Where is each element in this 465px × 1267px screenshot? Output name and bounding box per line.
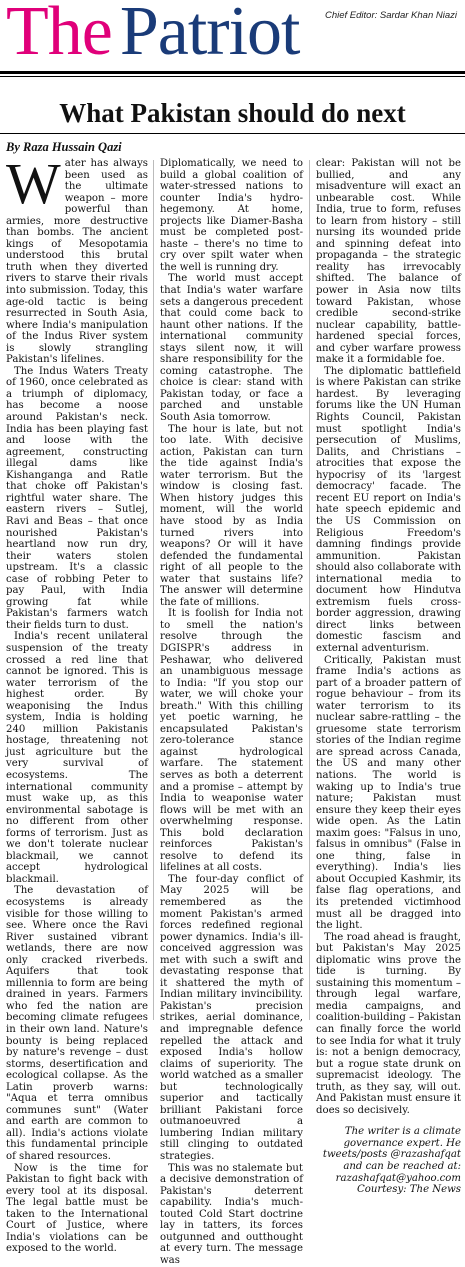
paragraph: It is foolish for India not to smell the nation's resolve through the DGISPR's address in Peshawar, who delivered an unambiguous message to India: "If you stop our water, we will choke your breath." With this chilling yet poetic warning, he encapsulated Pakistan's zero-tolerance stance against hydrological warfare. The statement serves as both a deterrent and a promise – attempt by India to weaponise water flows will be met with an overwhelming response. This bold declaration reinforces Pakistan's resolve to defend its lifelines at all costs.	[160, 608, 303, 874]
headline-rule	[0, 133, 465, 134]
paragraph: The road ahead is fraught, but Pakistan's May 2025 diplomatic wins prove the tide is turning. By sustaining this momentum – through legal warfare, media campaigns, and coalition-building – Pakistan can finally force the world to see India for what it truly is: not a benign democracy, but a rogue state drunk on supremacist ideology. The truth, as they say, will out. And Pakistan must ensure it does so decisively.	[316, 931, 461, 1116]
paragraph: The Indus Waters Treaty of 1960, once celebrated as a triumph of diplomacy, has become a noose around Pakistan's neck. India has been playing fast and loose with the agreement, constructing illegal dams like Kishanganga and Ratle that choke off Pakistan's rightful water share. The eastern rivers – Sutlej, Ravi and Beas – that once nourished Pakistan's heartland now run dry, their waters stolen upstream. It's a classic case of robbing Peter to pay Paul, with India growing fat while Pakistan's farmers watch their fields turn to dust.	[6, 365, 149, 631]
article-column-3	[316, 158, 461, 1196]
paragraph: The four-day conflict of May 2025 will be remembered as the moment Pakistan's armed forces redefined regional power dynamics. India's ill-conceived aggression was met with such a swift and devastating response that it shattered the myth of Indian military invincibility. Pakistan's precision strikes, aerial dominance, and impregnable defence repelled the attack and exposed India's hollow claims of superiority. The world watched as a smaller but technologically superior and tactically brilliant Pakistani force outmanoeuvred a lumbering Indian military still clinging to outdated strategies.	[160, 873, 303, 1163]
logo-patriot: Patriot	[119, 0, 300, 70]
paragraph: Diplomatically, we need to build a global coalition of water-stressed nations to counter India's hydro-hegemony. At home, projects like Diamer-Basha must be completed post-haste – there's no time to cry over spilt water when the well is running dry.	[160, 158, 303, 273]
newspaper-logo	[6, 0, 299, 70]
paragraph: clear: Pakistan will not be bullied, and any misadventure will exact an unbearable cost. While India, true to form, refuses to learn from history – still nursing its wounded pride and spinning defeat into propaganda – the strategic reality has irrevocably shifted. The balance of power in Asia now tilts toward Pakistan, whose credible second-strike nuclear capability, battle-hardened special forces, and cyber warfare prowess make it a formidable foe.	[316, 158, 461, 366]
article-headline: What Pakistan should do next	[59, 98, 406, 128]
paragraph: The diplomatic battlefield is where Pakistan can strike hardest. By leveraging forums like the UN Human Rights Council, Pakistan must spotlight India's persecution of Muslims, Dalits, and Christians – atrocities that expose the hypocrisy of its 'largest democracy' facade. The recent EU report on India's hate speech epidemic and the US Commission on Religious Freedom's damning findings provide ammunition. Pakistan should also collaborate with international media to document how Hindutva extremism fuels cross-border aggression, drawing direct links between domestic fascism and external adventurism.	[316, 365, 461, 654]
paragraph: This was no stalemate but a decisive demonstration of Pakistan's deterrent capability. India's much-touted Cold Start doctrine lay in tatters, its forces outgunned and outthought at every turn. The message was	[160, 1162, 303, 1266]
column-divider	[309, 160, 310, 1020]
paragraph: The devastation of ecosystems is already visible for those willing to see. Where once the Ravi River sustained vibrant wetlands, there are now only cracked riverbeds. Aquifers that took millennia to form are being drained in years. Farmers who fed the nation are becoming climate refugees in their own land. Nature's bounty is being replaced by nature's revenge – dust storms, desertification and ecological collapse. As the Latin proverb warns: "Aqua et terra omnibus communes sunt" (Water and earth are common to all). India's actions violate this fundamental principle of shared resources.	[6, 885, 148, 1163]
paragraph: The hour is late, but not too late. With decisive action, Pakistan can turn the tide against India's water terrorism. But the window is closing fast. When history judges this moment, will the world have stood by as India turned rivers into weapons? Or will it have defended the fundamental right of all people to the water that sustains life? The answer will determine the fate of millions.	[160, 423, 303, 608]
paragraph: The world must accept that India's water warfare sets a dangerous precedent that could come back to haunt other nations. If the international community stays silent now, it will share responsibility for the coming catastrophe. The choice is clear: stand with Pakistan today, or face a parched and unstable South Asia tomorrow.	[160, 273, 303, 424]
masthead-rule-thick	[0, 71, 465, 74]
article-column-1	[6, 151, 149, 1255]
column-divider	[153, 160, 154, 1020]
paragraph: Now is the time for Pakistan to fight back with every tool at its disposal. The legal battle must be taken to the International Court of Justice, where India's violations can be exposed to the world.	[6, 1162, 148, 1255]
paragraph	[6, 151, 148, 366]
drop-cap: W	[6, 151, 61, 216]
masthead	[0, 0, 465, 70]
masthead-rule-thin	[0, 76, 465, 77]
paragraph: Critically, Pakistan must frame India's actions as part of a broader pattern of rogue behaviour – from its water terrorism to its nuclear sabre-rattling – the gruesome state terrorism stories of the Indian regime are spread across Canada, the US and many other nations. The world is waking up to India's true nature; Pakistan must ensure they keep their eyes wide open. As the Latin maxim goes: "Falsus in uno, falsus in omnibus" (False in one thing, false in everything). India's lies about Occupied Kashmir, its false flag operations, and its pretended victimhood must all be dragged into the light.	[316, 654, 461, 932]
author-note	[316, 1126, 461, 1195]
author-bio: The writer is a climate governance expert. He tweets/posts @razashafqat and can be reached at: razashafqat@yahoo.com	[322, 1126, 461, 1184]
chief-editor-credit: Chief Editor: Sardar Khan Niazi	[324, 10, 457, 21]
logo-the: The	[6, 0, 112, 70]
paragraph-text: ater has always been used as the ultimate weapon – more powerful than armies, more destructive than bombs. The ancient kings of Mesopotamia understood this brutal truth when they diverted rivers to starve their rivals into submission. Today, this age-old tactic is being resurrected in South Asia, where India's manipulation of the Indus River system is slowly strangling Pakistan's lifelines.	[6, 158, 148, 366]
article-column-2	[160, 158, 303, 1266]
paragraph: India's recent unilateral suspension of the treaty crossed a red line that cannot be ignored. This is water terrorism of the highest order. By weaponising the Indus system, India is holding 240 million Pakistanis hostage, threatening not just agriculture but the very survival of ecosystems. The international community must wake up, as this environmental sabotage is no different from other forms of terrorism. Just as we don't tolerate nuclear blackmail, we cannot accept hydrological blackmail.	[6, 631, 148, 885]
byline: By Raza Hussain Qazi	[6, 140, 122, 154]
courtesy-credit: Courtesy: The News	[356, 1184, 461, 1196]
